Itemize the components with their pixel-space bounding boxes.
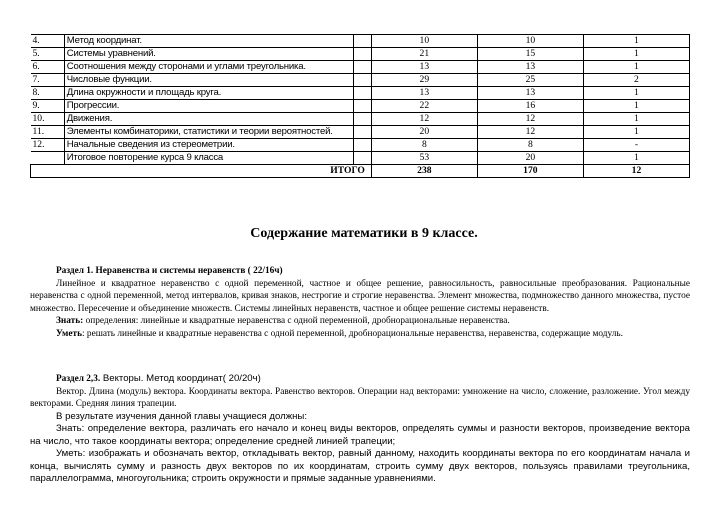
hours-total: 8: [371, 139, 477, 152]
topic-name: Метод координат.: [64, 35, 353, 48]
hours-tests: 1: [583, 100, 689, 113]
lesson-plan-table: [30, 34, 690, 178]
hours-tests: 1: [583, 61, 689, 74]
table-row: [31, 48, 690, 61]
topic-name: Движения.: [64, 113, 353, 126]
row-number: 5.: [31, 48, 65, 61]
table-row: [31, 113, 690, 126]
topic-name: Системы уравнений.: [64, 48, 353, 61]
section-2-heading-rest: Векторы. Метод координат( 20/20ч): [100, 373, 261, 384]
hours-total: 13: [371, 61, 477, 74]
spacer-cell: [353, 87, 371, 100]
hours-tests: 1: [583, 113, 689, 126]
table-row: [31, 152, 690, 165]
section-2: [30, 373, 690, 486]
lesson-plan-table-body: [31, 35, 690, 178]
table-total-row: [31, 165, 690, 178]
total-label: ИТОГО: [31, 165, 372, 178]
spacer-cell: [353, 113, 371, 126]
section-1-heading: Раздел 1. Неравенства и системы неравенств ( 22/16ч): [56, 266, 283, 276]
topic-name: Прогрессии.: [64, 100, 353, 113]
hours-lessons: 12: [477, 126, 583, 139]
hours-tests: 2: [583, 74, 689, 87]
row-number: 11.: [31, 126, 65, 139]
section-2-result: В результате изучения данной главы учащиеся должны:: [56, 410, 307, 422]
topic-name: Итоговое повторение курса 9 класса: [64, 152, 353, 165]
row-number: [31, 152, 65, 165]
table-row: [31, 61, 690, 74]
hours-total: 20: [371, 126, 477, 139]
row-number: 7.: [31, 74, 65, 87]
section-2-can: Уметь: изображать и обозначать вектор, откладывать вектор, равный данному, находить координаты вектора по его координатам начала и конца, вычислять сумму и разность двух векторов по их координатам, строить сумму двух векторов, пользуясь правилами треугольника, параллелограмма, многоугольника; строить окружности и прямые заданные уравнениями.: [30, 448, 690, 484]
hours-total: 22: [371, 100, 477, 113]
spacer-cell: [353, 61, 371, 74]
spacer-cell: [353, 126, 371, 139]
hours-total: 53: [371, 152, 477, 165]
row-number: 4.: [31, 35, 65, 48]
spacer-cell: [353, 74, 371, 87]
hours-total: 12: [371, 113, 477, 126]
hours-lessons: 16: [477, 100, 583, 113]
table-row: [31, 74, 690, 87]
hours-lessons: 15: [477, 48, 583, 61]
hours-lessons: 8: [477, 139, 583, 152]
hours-lessons: 13: [477, 87, 583, 100]
hours-tests: -: [583, 139, 689, 152]
table-row: [31, 35, 690, 48]
topic-name: Числовые функции.: [64, 74, 353, 87]
hours-lessons: 10: [477, 35, 583, 48]
hours-lessons: 20: [477, 152, 583, 165]
hours-lessons: 12: [477, 113, 583, 126]
row-number: 12.: [31, 139, 65, 152]
spacer-cell: [353, 139, 371, 152]
row-number: 10.: [31, 113, 65, 126]
spacer-cell: [353, 48, 371, 61]
table-row: [31, 100, 690, 113]
hours-lessons: 25: [477, 74, 583, 87]
section-2-heading-bold: Раздел 2,3.: [56, 374, 101, 384]
table-row: [31, 139, 690, 152]
hours-total: 13: [371, 87, 477, 100]
section-2-body: Вектор. Длина (модуль) вектора. Координаты вектора. Равенство векторов. Операции над векторами: умножение на число, сложение, разложение. Угол между векторами. Средняя линия трапеции.: [30, 386, 690, 409]
row-number: 6.: [31, 61, 65, 74]
hours-tests: 1: [583, 48, 689, 61]
hours-tests: 1: [583, 126, 689, 139]
section-1-know-label: Знать:: [56, 316, 84, 326]
table-row: [31, 126, 690, 139]
hours-total: 29: [371, 74, 477, 87]
hours-lessons: 13: [477, 61, 583, 74]
hours-tests: 1: [583, 35, 689, 48]
hours-total: 10: [371, 35, 477, 48]
topic-name: Начальные сведения из стереометрии.: [64, 139, 353, 152]
row-number: 9.: [31, 100, 65, 113]
section-1: [30, 265, 690, 340]
topic-name: Длина окружности и площадь круга.: [64, 87, 353, 100]
hours-tests: 1: [583, 152, 689, 165]
total-h3: 12: [583, 165, 689, 178]
page-title: Содержание математики в 9 классе.: [250, 226, 478, 241]
row-number: 8.: [31, 87, 65, 100]
table-row: [31, 87, 690, 100]
section-1-know-text: определения: линейные и квадратные неравенства с одной переменной, дробнорациональные неравенства.: [83, 316, 510, 326]
section-1-can-label: Уметь: [56, 328, 83, 339]
total-h2: 170: [477, 165, 583, 178]
section-1-body: Линейное и квадратное неравенство с одной переменной, частное и общее решение, равносильность, равносильные преобразования. Рациональные неравенства с одной переменной, метод интервалов, кривая знаков, нестрогие и строгие неравенства. Элемент множества, подмножество данного множества, пустое множество. Пересечение и объединение множеств. Системы линейных неравенств, частное и общее решение системы неравенств.: [30, 278, 690, 314]
spacer-cell: [353, 35, 371, 48]
section-2-know: Знать: определение вектора, различать его начало и конец виды векторов, определять суммы и разности векторов, произведение вектора на число, что такое координаты вектора; определение средней линией трапеции;: [30, 423, 690, 447]
total-h1: 238: [371, 165, 477, 178]
spacer-cell: [353, 100, 371, 113]
section-1-can-text: : решать линейные и квадратные неравенства с одной переменной, дробнорациональные неравенства, неравенства, содержащие модуль.: [82, 328, 623, 339]
spacer-cell: [353, 152, 371, 165]
topic-name: Соотношения между сторонами и углами треугольника.: [64, 61, 353, 74]
hours-total: 21: [371, 48, 477, 61]
hours-tests: 1: [583, 87, 689, 100]
topic-name: Элементы комбинаторики, статистики и теории вероятностей.: [64, 126, 353, 139]
